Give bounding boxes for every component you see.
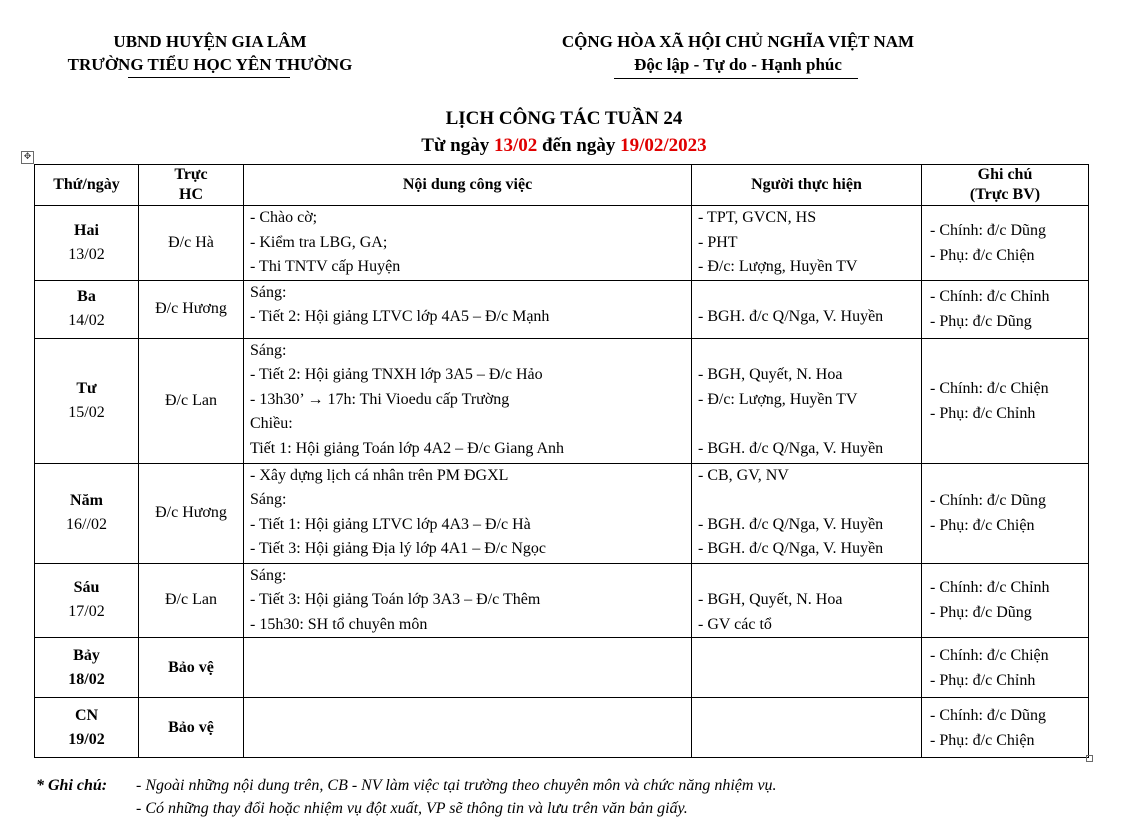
col-header-note-line2: (Trực BV) <box>969 186 1041 203</box>
note-line: - Phụ: đ/c Chiện <box>930 246 1035 264</box>
table-row <box>35 638 1089 698</box>
note-line: - Phụ: đ/c Dũng <box>930 604 1032 622</box>
task-line: - Kiểm tra LBG, GA; <box>250 233 388 251</box>
schedule-table <box>34 164 1089 758</box>
table-row <box>35 698 1089 758</box>
school-name-underline <box>128 77 290 78</box>
people-line: - BGH, Quyết, N. Hoa <box>698 366 843 383</box>
note-line: - Chính: đ/c Chiện <box>930 379 1049 397</box>
people-line: - CB, GV, NV <box>698 466 789 484</box>
date: 16//02 <box>66 516 107 533</box>
date-to: 19/02/2023 <box>620 135 707 156</box>
note-line: - Phụ: đ/c Chỉnh <box>930 404 1036 422</box>
col-header-people: Người thực hiện <box>692 165 922 206</box>
tasks-cell <box>244 463 692 563</box>
people-line: - GV các tổ <box>698 615 772 633</box>
date: 18/02 <box>68 670 105 688</box>
tasks-cell <box>244 698 692 758</box>
duty-cell: Bảo vệ <box>139 638 244 698</box>
day-cell <box>35 638 139 698</box>
people-cell <box>692 206 922 281</box>
note-cell <box>922 206 1089 281</box>
date-range-middle: đến ngày <box>537 135 621 156</box>
tasks-cell <box>244 638 692 698</box>
task-line: Sáng: <box>250 341 287 359</box>
task-line: - Xây dựng lịch cá nhân trên PM ĐGXL <box>250 466 509 484</box>
duty-cell: Đ/c Lan <box>139 338 244 463</box>
document-title: LỊCH CÔNG TÁC TUẦN 24 <box>445 108 683 129</box>
note-cell <box>922 563 1089 638</box>
weekday: Tư <box>76 379 97 397</box>
date-range-prefix: Từ ngày <box>421 135 494 156</box>
day-cell <box>35 698 139 758</box>
weekday: Sáu <box>73 579 100 597</box>
note-line: - Phụ: đ/c Chiện <box>930 731 1035 749</box>
tasks-cell <box>244 563 692 638</box>
note-line: - Chính: đ/c Chỉnh <box>930 579 1050 597</box>
duty-cell: Đ/c Hương <box>139 280 244 338</box>
col-header-duty <box>139 165 244 206</box>
day-cell <box>35 280 139 338</box>
note-cell <box>922 698 1089 758</box>
day-cell <box>35 463 139 563</box>
day-cell <box>35 563 139 638</box>
people-cell <box>692 563 922 638</box>
weekday: Ba <box>77 288 96 305</box>
col-header-day: Thứ/ngày <box>35 165 139 206</box>
date: 19/02 <box>68 730 105 748</box>
people-cell <box>692 280 922 338</box>
tasks-cell <box>244 338 692 463</box>
table-row <box>35 206 1089 281</box>
table-row <box>35 338 1089 463</box>
national-motto: Độc lập - Tự do - Hạnh phúc <box>634 55 842 74</box>
people-line: - PHT <box>698 233 738 251</box>
national-header <box>528 30 948 76</box>
duty-cell: Đ/c Hương <box>139 463 244 563</box>
footnote-label: * Ghi chú: <box>36 777 108 794</box>
task-line: - Tiết 2: Hội giảng LTVC lớp 4A5 – Đ/c Mạnh <box>250 308 550 325</box>
task-line: Chiều: <box>250 415 293 432</box>
task-line: - Tiết 2: Hội giảng TNXH lớp 3A5 – Đ/c Hảo <box>250 366 543 383</box>
date: 13/02 <box>68 245 105 263</box>
people-line: - BGH. đ/c Q/Nga, V. Huyền <box>698 515 884 533</box>
people-line: - BGH. đ/c Q/Nga, V. Huyền <box>698 439 884 457</box>
people-cell <box>692 463 922 563</box>
day-cell <box>35 338 139 463</box>
people-line <box>698 339 915 364</box>
note-line: - Chính: đ/c Dũng <box>930 492 1046 509</box>
day-cell <box>35 206 139 281</box>
date-from: 13/02 <box>493 135 538 156</box>
date: 15/02 <box>68 403 105 421</box>
note-line: - Phụ: đ/c Dũng <box>930 313 1032 330</box>
duty-cell: Đ/c Lan <box>139 563 244 638</box>
task-line: - 13h30’ → 17h: Thi Vioedu cấp Trường <box>250 390 510 408</box>
weekday: Bảy <box>73 646 100 664</box>
task-line: Sáng: <box>250 566 287 584</box>
footnote-line-1: - Ngoài những nội dung trên, CB - NV làm việc tại trường theo chuyên môn và chức năng nhiệm vụ. <box>136 777 777 794</box>
note-line: - Phụ: đ/c Chiện <box>930 517 1035 534</box>
people-line: - TPT, GVCN, HS <box>698 209 817 226</box>
table-row <box>35 280 1089 338</box>
col-header-duty-line1: Trực <box>174 166 208 183</box>
people-line <box>698 281 915 306</box>
national-title: CỘNG HÒA XÃ HỘI CHỦ NGHĨA VIỆT NAM <box>561 32 915 51</box>
people-cell <box>692 338 922 463</box>
duty-cell: Đ/c Hà <box>139 206 244 281</box>
weekday: CN <box>74 706 99 724</box>
note-line: - Chính: đ/c Chỉnh <box>930 288 1050 305</box>
people-cell <box>692 698 922 758</box>
task-line: Tiết 1: Hội giảng Toán lớp 4A2 – Đ/c Giang Anh <box>250 439 564 457</box>
task-line: - Chào cờ; <box>250 209 318 226</box>
task-line: - Thi TNTV cấp Huyện <box>250 258 401 275</box>
col-header-note <box>922 165 1089 206</box>
weekday: Hai <box>74 221 99 239</box>
note-cell <box>922 338 1089 463</box>
duty-cell: Bảo vệ <box>139 698 244 758</box>
note-cell <box>922 638 1089 698</box>
weekday: Năm <box>70 492 103 509</box>
agency-header <box>40 30 380 76</box>
task-line: - Tiết 3: Hội giảng Toán lớp 3A3 – Đ/c Thêm <box>250 591 541 608</box>
table-header-row <box>35 165 1089 206</box>
date: 14/02 <box>68 312 105 329</box>
tasks-cell <box>244 206 692 281</box>
people-line: - BGH, Quyết, N. Hoa <box>698 591 843 608</box>
national-motto-underline <box>614 78 858 79</box>
note-line: - Chính: đ/c Dũng <box>930 221 1046 239</box>
people-line <box>698 564 915 589</box>
people-cell <box>692 638 922 698</box>
people-line: - Đ/c: Lượng, Huyền TV <box>698 258 858 275</box>
people-line: - BGH. đ/c Q/Nga, V. Huyền <box>698 308 884 325</box>
note-line: - Chính: đ/c Chiện <box>930 646 1049 664</box>
col-header-duty-line2: HC <box>179 186 203 203</box>
task-line: - Tiết 3: Hội giảng Địa lý lớp 4A1 – Đ/c Ngọc <box>250 540 546 557</box>
table-row <box>35 563 1089 638</box>
people-line <box>698 488 915 513</box>
col-header-tasks: Nội dung công việc <box>244 165 692 206</box>
note-line: - Chính: đ/c Dũng <box>930 706 1046 724</box>
move-cross-icon[interactable]: ✥ <box>21 151 34 164</box>
people-line: - BGH. đ/c Q/Nga, V. Huyền <box>698 540 884 557</box>
people-line <box>698 412 915 437</box>
note-line: - Phụ: đ/c Chỉnh <box>930 671 1036 689</box>
note-cell <box>922 463 1089 563</box>
task-line: Sáng: <box>250 283 287 301</box>
table-resize-handle[interactable] <box>1086 755 1093 762</box>
people-line: - Đ/c: Lượng, Huyền TV <box>698 390 858 408</box>
table-row <box>35 463 1089 563</box>
task-line: - 15h30: SH tổ chuyên môn <box>250 615 428 633</box>
date: 17/02 <box>68 603 105 621</box>
tasks-cell <box>244 280 692 338</box>
note-cell <box>922 280 1089 338</box>
task-line: - Tiết 1: Hội giảng LTVC lớp 4A3 – Đ/c Hà <box>250 515 531 533</box>
task-line: Sáng: <box>250 491 287 508</box>
footnote-line-2: - Có những thay đổi hoặc nhiệm vụ đột xuất, VP sẽ thông tin và lưu trên văn bản giấy. <box>136 800 688 817</box>
date-range <box>0 133 1128 159</box>
school-name: TRƯỜNG TIỂU HỌC YÊN THƯỜNG <box>67 55 353 74</box>
agency-name: UBND HUYỆN GIA LÂM <box>113 32 307 51</box>
col-header-note-line1: Ghi chú <box>977 166 1033 183</box>
